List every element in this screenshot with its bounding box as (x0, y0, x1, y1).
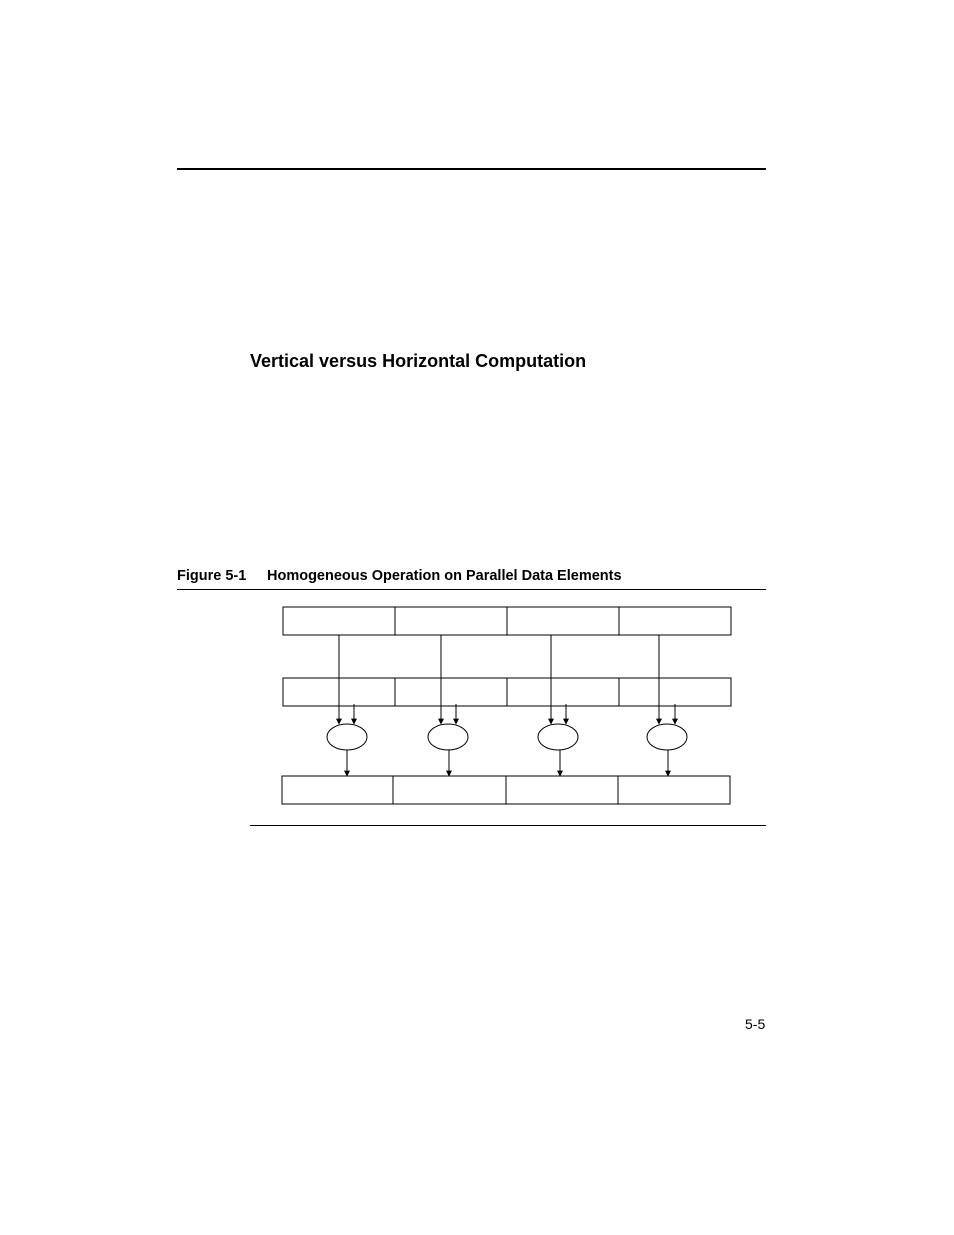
figure-end-rule (250, 825, 766, 826)
figure-title: Homogeneous Operation on Parallel Data Elements (267, 568, 622, 584)
page-number: 5-5 (745, 1016, 766, 1032)
source-register-x (283, 607, 731, 635)
operation-node (538, 724, 578, 750)
source-register-y (283, 678, 731, 706)
section-heading: Vertical versus Horizontal Computation (250, 351, 587, 371)
figure-number: Figure 5-1 (177, 568, 247, 584)
destination-register (282, 776, 730, 804)
operation-node (327, 724, 367, 750)
operation-node (428, 724, 468, 750)
operation-node (647, 724, 687, 750)
